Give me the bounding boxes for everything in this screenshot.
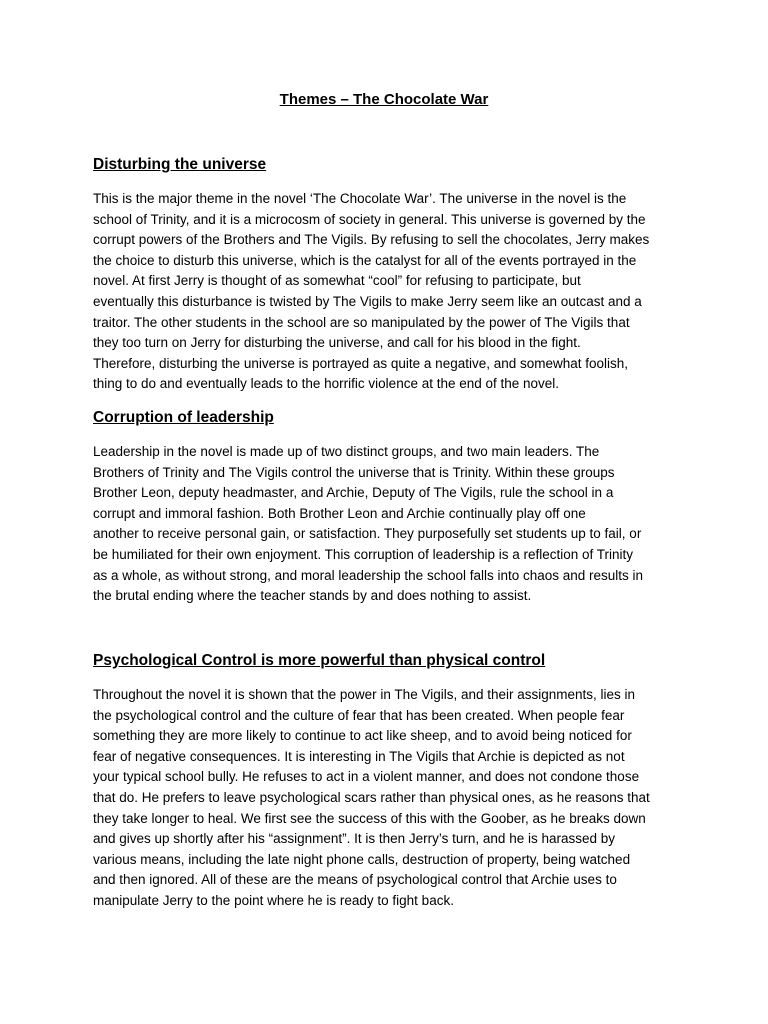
paragraph-line: and gives up shortly after his “assignment”. It is then Jerry’s turn, and he is harassed by	[93, 831, 616, 847]
section-psychological-control	[93, 650, 683, 912]
paragraph-line: the choice to disturb this universe, which is the catalyst for all of the events portrayed in the	[93, 252, 637, 268]
paragraph-line: they too turn on Jerry for disturbing the universe, and call for his blood in the fight.	[93, 335, 581, 351]
document-title: Themes – The Chocolate War	[279, 91, 489, 108]
paragraph-line: Brothers of Trinity and The Vigils control the universe that is Trinity. Within these groups	[93, 464, 615, 480]
section-heading: Disturbing the universe	[93, 156, 267, 173]
paragraph-line: novel. At first Jerry is thought of as somewhat “cool” for refusing to participate, but	[93, 273, 581, 289]
paragraph-line: Therefore, disturbing the universe is portrayed as quite a negative, and somewhat foolish,	[93, 355, 629, 371]
paragraph-line: manipulate Jerry to the point where he is ready to fight back.	[93, 892, 454, 908]
paragraph-line: eventually this disturbance is twisted by The Vigils to make Jerry seem like an outcast and a	[93, 293, 642, 309]
paragraph-line: This is the major theme in the novel ‘The Chocolate War’. The universe in the novel is the	[93, 191, 627, 206]
paragraph-line: something they are more likely to continue to act like sheep, and to avoid being noticed for	[93, 728, 632, 744]
section-paragraph	[93, 685, 683, 912]
paragraph-line: your typical school bully. He refuses to act in a violent manner, and does not condone those	[93, 769, 640, 785]
paragraph-line: Leadership in the novel is made up of two distinct groups, and two main leaders. The	[93, 444, 600, 459]
paragraph-line: corrupt powers of the Brothers and The Vigils. By refusing to sell the chocolates, Jerry makes	[93, 232, 650, 248]
paragraph-line: be humiliated for their own enjoyment. This corruption of leadership is a reflection of Trinity	[93, 546, 634, 562]
section-heading: Psychological Control is more powerful than physical control	[93, 652, 546, 669]
paragraph-line: fear of negative consequences. It is interesting in The Vigils that Archie is depicted as not	[93, 748, 625, 764]
paragraph-line: as a whole, as without strong, and moral leadership the school falls into chaos and results in	[93, 567, 644, 583]
paragraph-line: and then ignored. All of these are the means of psychological control that Archie uses to	[93, 872, 617, 888]
paragraph-line: school of Trinity, and it is a microcosm of society in general. This universe is governed by the	[93, 211, 646, 227]
section-disturbing-the-universe	[93, 154, 683, 395]
paragraph-line: Throughout the novel it is shown that the power in The Vigils, and their assignments, lies in	[93, 687, 636, 702]
paragraph-line: traitor. The other students in the school are so manipulated by the power of The Vigils that	[93, 314, 630, 330]
paragraph-line: Brother Leon, deputy headmaster, and Archie, Deputy of The Vigils, rule the school in a	[93, 485, 614, 501]
paragraph-line: another to receive personal gain, or satisfaction. They purposefully set students up to fail, or	[93, 526, 642, 542]
paragraph-line: the psychological control and the culture of fear that has been created. When people fear	[93, 707, 625, 723]
paragraph-line: the brutal ending where the teacher stands by and does nothing to assist.	[93, 588, 532, 604]
paragraph-line: thing to do and eventually leads to the horrific violence at the end of the novel.	[93, 376, 560, 392]
paragraph-line: corrupt and immoral fashion. Both Brother Leon and Archie continually play off one	[93, 505, 586, 521]
section-corruption-of-leadership	[93, 407, 683, 607]
section-heading: Corruption of leadership	[93, 409, 274, 426]
paragraph-line: they take longer to heal. We first see the success of this with the Goober, as he breaks down	[93, 810, 646, 826]
section-paragraph	[93, 189, 683, 395]
paragraph-line: various means, including the late night phone calls, destruction of property, being watched	[93, 851, 631, 867]
paragraph-line: that do. He prefers to leave psychological scars rather than physical ones, as he reasons that	[93, 789, 650, 805]
section-paragraph	[93, 442, 683, 607]
